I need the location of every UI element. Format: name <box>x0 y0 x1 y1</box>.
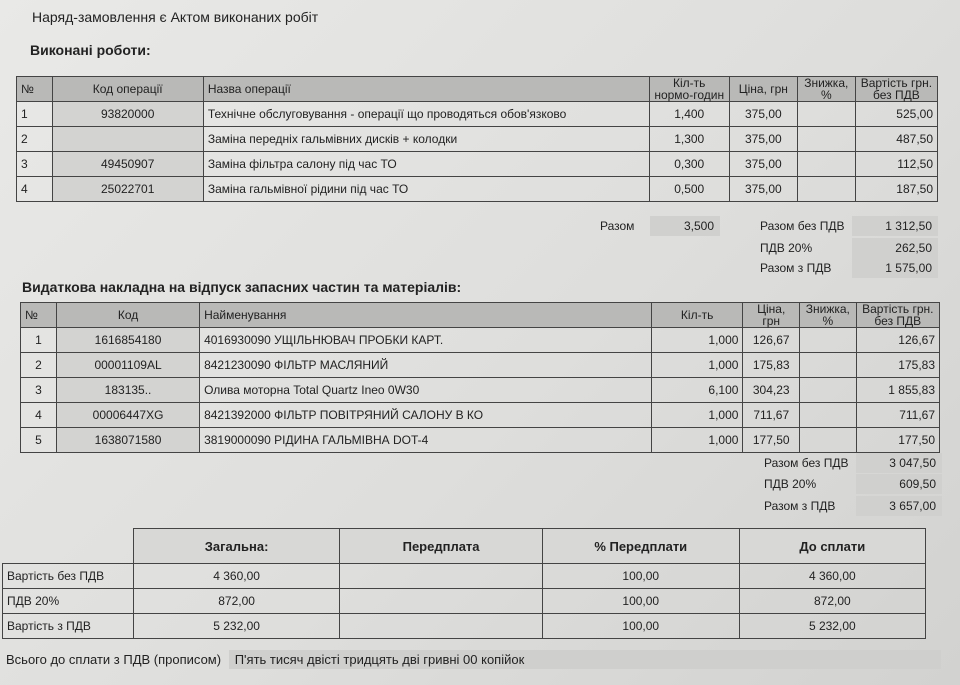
row-no: 2 <box>17 127 53 152</box>
row-cost: 112,50 <box>855 152 937 177</box>
row-no: 3 <box>17 152 53 177</box>
row-no: 4 <box>17 177 53 202</box>
summary-row-total: 872,00 <box>133 589 339 614</box>
summary-row-label: Вартість з ПДВ <box>3 614 134 639</box>
row-price: 375,00 <box>729 152 797 177</box>
row-qty: 1,000 <box>651 328 743 353</box>
parts-header-code: Код <box>57 303 200 328</box>
parts-vat-label: ПДВ 20% <box>764 477 817 491</box>
parts-header-name: Найменування <box>200 303 652 328</box>
summary-row-due: 872,00 <box>739 589 925 614</box>
summary-row-prepay-pct: 100,00 <box>542 564 739 589</box>
table-row <box>21 428 940 453</box>
row-cost: 1 855,83 <box>856 378 939 403</box>
works-total-qty: 3,500 <box>650 216 720 236</box>
row-name: Заміна передніх гальмівних дисків + колодки <box>203 127 649 152</box>
row-cost: 187,50 <box>855 177 937 202</box>
row-no: 3 <box>21 378 57 403</box>
row-price: 126,67 <box>743 328 800 353</box>
row-code: 93820000 <box>52 102 203 127</box>
row-code <box>52 127 203 152</box>
summary-row-prepay-pct: 100,00 <box>542 589 739 614</box>
summary-row-prepay <box>340 614 543 639</box>
table-row <box>21 353 940 378</box>
summary-row-label: Вартість без ПДВ <box>3 564 134 589</box>
summary-header-row <box>3 529 926 564</box>
row-discount <box>797 177 855 202</box>
summary-header-empty <box>3 529 134 564</box>
summary-header-total: Загальна: <box>133 529 339 564</box>
row-name: Технічне обслуговування - операції що проводяться обов'язково <box>203 102 649 127</box>
row-price: 177,50 <box>743 428 800 453</box>
parts-sum-vat: 3 657,00 <box>856 496 942 516</box>
row-discount <box>797 102 855 127</box>
table-row <box>21 328 940 353</box>
parts-header-row <box>21 303 940 328</box>
row-code: 1638071580 <box>57 428 200 453</box>
row-qty: 1,400 <box>649 102 729 127</box>
table-row <box>17 127 938 152</box>
row-cost: 711,67 <box>856 403 939 428</box>
row-no: 4 <box>21 403 57 428</box>
row-discount <box>800 428 857 453</box>
parts-header-discount: Знижка, % <box>800 303 857 328</box>
row-discount <box>797 152 855 177</box>
amount-in-words-value: П'ять тисяч двісті тридцять дві гривні 00 копійок <box>229 650 941 669</box>
amount-in-words <box>6 650 941 669</box>
works-total-label: Разом <box>600 219 635 233</box>
row-qty: 1,000 <box>651 403 743 428</box>
row-qty: 1,000 <box>651 428 743 453</box>
row-name: Олива моторна Total Quartz Ineo 0W30 <box>200 378 652 403</box>
summary-row-prepay <box>340 564 543 589</box>
summary-row-prepay-pct: 100,00 <box>542 614 739 639</box>
row-discount <box>800 403 857 428</box>
table-row <box>3 614 926 639</box>
row-cost: 525,00 <box>855 102 937 127</box>
row-cost: 175,83 <box>856 353 939 378</box>
row-price: 375,00 <box>729 127 797 152</box>
row-cost: 126,67 <box>856 328 939 353</box>
table-row <box>17 102 938 127</box>
row-code: 00006447XG <box>57 403 200 428</box>
row-cost: 177,50 <box>856 428 939 453</box>
parts-sum-no-vat-label: Разом без ПДВ <box>764 456 849 470</box>
row-qty: 0,500 <box>649 177 729 202</box>
document-title: Наряд-замовлення є Актом виконаних робіт <box>32 9 319 25</box>
summary-row-due: 4 360,00 <box>739 564 925 589</box>
row-price: 375,00 <box>729 102 797 127</box>
summary-row-total: 5 232,00 <box>133 614 339 639</box>
table-row <box>17 152 938 177</box>
row-name: 8421230090 ФІЛЬТР МАСЛЯНИЙ <box>200 353 652 378</box>
parts-header-cost: Вартість грн. без ПДВ <box>856 303 939 328</box>
works-header-name: Назва операції <box>203 77 649 102</box>
works-header-discount: Знижка, % <box>797 77 855 102</box>
works-header-qty: Кіл-ть нормо-годин <box>649 77 729 102</box>
row-no: 1 <box>17 102 53 127</box>
parts-header-no: № <box>21 303 57 328</box>
row-price: 175,83 <box>743 353 800 378</box>
table-row <box>21 378 940 403</box>
amount-in-words-label: Всього до сплати з ПДВ (прописом) <box>6 652 222 667</box>
works-header-code: Код операції <box>52 77 203 102</box>
works-sum-no-vat-label: Разом без ПДВ <box>760 219 845 233</box>
row-code: 49450907 <box>52 152 203 177</box>
table-row <box>21 403 940 428</box>
row-qty: 1,000 <box>651 353 743 378</box>
works-header-row <box>17 77 938 102</box>
works-header-cost: Вартість грн. без ПДВ <box>855 77 937 102</box>
row-discount <box>800 378 857 403</box>
parts-header-qty: Кіл-ть <box>651 303 743 328</box>
row-name: Заміна гальмівної рідини під час ТО <box>203 177 649 202</box>
summary-header-due: До сплати <box>739 529 925 564</box>
parts-vat: 609,50 <box>856 474 942 494</box>
summary-table <box>2 528 926 639</box>
row-price: 375,00 <box>729 177 797 202</box>
row-no: 1 <box>21 328 57 353</box>
works-vat-label: ПДВ 20% <box>760 241 813 255</box>
works-sum-vat: 1 575,00 <box>852 258 938 278</box>
row-name: 8421392000 ФІЛЬТР ПОВІТРЯНИЙ САЛОНУ В КО <box>200 403 652 428</box>
table-row <box>17 177 938 202</box>
summary-row-total: 4 360,00 <box>133 564 339 589</box>
table-row <box>3 564 926 589</box>
summary-row-prepay <box>340 589 543 614</box>
works-table <box>16 76 938 202</box>
works-header-no: № <box>17 77 53 102</box>
row-cost: 487,50 <box>855 127 937 152</box>
row-qty: 6,100 <box>651 378 743 403</box>
parts-section-title: Видаткова накладна на відпуск запасних частин та матеріалів: <box>22 279 462 295</box>
row-price: 304,23 <box>743 378 800 403</box>
row-code: 00001109AL <box>57 353 200 378</box>
summary-header-prepay: Передплата <box>340 529 543 564</box>
row-code: 1616854180 <box>57 328 200 353</box>
row-name: 3819000090 РІДИНА ГАЛЬМІВНА DOT-4 <box>200 428 652 453</box>
row-code: 25022701 <box>52 177 203 202</box>
parts-header-price: Ціна, грн <box>743 303 800 328</box>
works-section-title: Виконані роботи: <box>30 42 151 58</box>
parts-sum-no-vat: 3 047,50 <box>856 453 942 473</box>
row-qty: 0,300 <box>649 152 729 177</box>
row-discount <box>797 127 855 152</box>
row-qty: 1,300 <box>649 127 729 152</box>
parts-table <box>20 302 940 453</box>
row-name: 4016930090 УЩІЛЬНЮВАЧ ПРОБКИ КАРТ. <box>200 328 652 353</box>
works-vat: 262,50 <box>852 238 938 258</box>
row-no: 5 <box>21 428 57 453</box>
row-code: 183135.. <box>57 378 200 403</box>
row-discount <box>800 353 857 378</box>
summary-row-due: 5 232,00 <box>739 614 925 639</box>
parts-sum-vat-label: Разом з ПДВ <box>764 499 836 513</box>
row-discount <box>800 328 857 353</box>
table-row <box>3 589 926 614</box>
works-sum-vat-label: Разом з ПДВ <box>760 261 832 275</box>
summary-header-prepay-pct: % Передплати <box>542 529 739 564</box>
summary-row-label: ПДВ 20% <box>3 589 134 614</box>
row-price: 711,67 <box>743 403 800 428</box>
works-header-price: Ціна, грн <box>729 77 797 102</box>
works-sum-no-vat: 1 312,50 <box>852 216 938 236</box>
row-name: Заміна фільтра салону під час ТО <box>203 152 649 177</box>
row-no: 2 <box>21 353 57 378</box>
